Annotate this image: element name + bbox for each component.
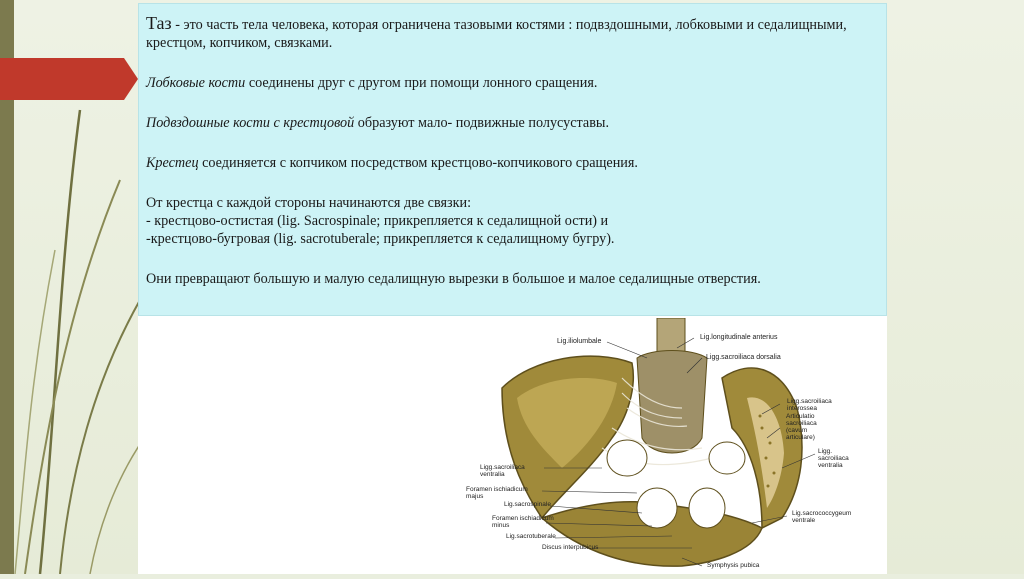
text-panel [138,3,887,316]
paragraph-ligaments [146,194,876,248]
label-foramen-majus: Foramen ischiadicum majus [466,486,528,500]
label-sacroiliaca-ventralia-right: Ligg. sacroiliaca ventralia [818,448,849,469]
sacrum-text: соединяется с копчиком посредством крестцово-копчикового сращения. [198,155,638,171]
label-foramen-minus: Foramen ischiadicum minus [492,515,554,529]
term-taz: Таз [146,13,172,33]
ligaments-line-3: -крестцово-бугровая (lig. sacrotuberale; прикрепляется к седалищному бугру). [146,231,615,247]
label-sacroiliaca-dorsalia: Ligg.sacroiliaca dorsalia [706,354,781,361]
paragraph-iliac [146,114,876,132]
label-symphysis: Symphysis pubica [707,562,760,569]
red-arrow-shape [0,58,138,100]
iliac-text: образуют мало- подвижные полусуставы. [354,115,609,131]
pelvis-illustration [462,318,886,574]
label-long-ant: Lig.longitudinale anterius [700,334,778,341]
label-sacrotuberale: Lig.sacrotuberale [506,533,556,540]
label-sacroiliaca-ventralia-left: Ligg.sacroiliaca ventralia [480,464,525,478]
label-iliolumbale: Lig.iliolumbale [557,338,602,345]
label-sacrospinale: Lig.sacrospinale [504,501,551,508]
definition-text: - это часть тела человека, которая ограничена тазовыми костями : подвздошными, лобковыми и седалищными, крестцом, копчиком, связками. [146,17,847,51]
paragraph-pubic [146,74,876,92]
label-sacrococcygeum: Lig.sacrococcygeum ventrale [792,510,852,524]
term-pubic: Лобковые кости [146,75,246,91]
paragraph-sacrum [146,154,876,172]
term-iliac: Подвздошные кости с крестцовой [146,115,355,131]
pubic-text: соединены друг с другом при помощи лонного сращения. [245,75,598,91]
label-discus: Discus interpubicus [542,544,599,551]
paragraph-foramina [146,270,876,288]
term-sacrum: Крестец [146,155,199,171]
ligaments-line-2: - крестцово-остистая (lig. Sacrospinale; прикрепляется к седалищной ости) и [146,213,609,229]
label-articulatio: Articulatio sacroiliaca (cavum articulare) [786,413,817,441]
ligaments-line-1: От крестца с каждой стороны начинаются две связки: [146,195,472,211]
label-sacroiliaca-interossea: Ligg.sacroiliaca interossea [787,398,832,412]
foramina-text: Они превращают большую и малую седалищную вырезки в большое и малое седалищные отверстия. [146,271,761,287]
paragraph-definition [146,14,876,52]
